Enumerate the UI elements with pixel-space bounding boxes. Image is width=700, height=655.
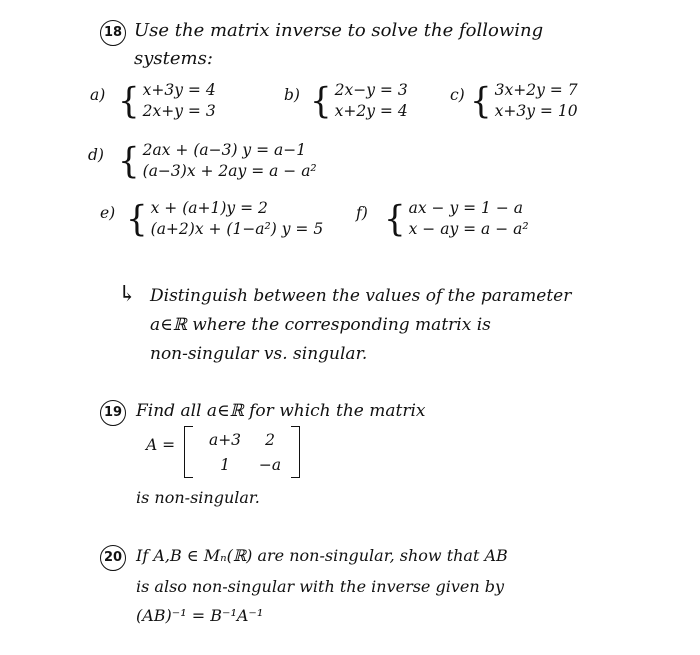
system-b-eq2: x+2y = 4 [334, 102, 408, 120]
system-e-label: e) [100, 204, 116, 222]
left-bracket [184, 426, 193, 478]
system-c [470, 80, 578, 122]
problem-20-line2: is also non-singular with the inverse given by [136, 577, 505, 596]
system-c-label: c) [450, 86, 465, 104]
matrix-cell-12: 2 [265, 430, 275, 449]
system-e [126, 198, 323, 240]
system-e-eq1: x + (a+1)y = 2 [150, 199, 268, 217]
note-line3: non-singular vs. singular. [150, 344, 368, 364]
problem-20-line1: If A,B ∈ Mₙ(ℝ) are non-singular, show that AB [136, 546, 508, 565]
problem-20-line3: (AB)⁻¹ = B⁻¹A⁻¹ [136, 606, 264, 625]
right-bracket [291, 426, 300, 478]
brace-icon: { [118, 140, 140, 182]
matrix-cell-22: −a [258, 455, 282, 474]
system-b [310, 80, 408, 122]
system-b-eq1: 2x−y = 3 [334, 81, 408, 99]
brace-icon: { [384, 198, 406, 240]
system-c-eq1: 3x+2y = 7 [494, 81, 578, 99]
system-f [384, 198, 529, 240]
system-b-label: b) [284, 86, 300, 104]
problem-19-number: 19 [100, 400, 126, 426]
arrow-icon: ↳ [118, 282, 137, 307]
system-f-label: f) [356, 204, 368, 222]
problem-19-line1: Find all a∈ℝ for which the matrix [136, 401, 426, 421]
problem-20-number: 20 [100, 545, 126, 571]
system-f-eq2: x − ay = a − a² [408, 220, 529, 238]
matrix-a [184, 426, 300, 478]
problem-18-intro-line1: Use the matrix inverse to solve the following [134, 20, 544, 41]
brace-icon: { [310, 80, 332, 122]
system-c-eq2: x+3y = 10 [494, 102, 578, 120]
system-a-label: a) [90, 86, 106, 104]
system-a-eq1: x+3y = 4 [142, 81, 216, 99]
system-d-eq1: 2ax + (a−3) y = a−1 [142, 141, 307, 159]
system-e-eq2: (a+2)x + (1−a²) y = 5 [150, 220, 324, 238]
system-a [118, 80, 216, 122]
note-line1: Distinguish between the values of the parameter [150, 286, 572, 306]
system-f-eq1: ax − y = 1 − a [408, 199, 524, 217]
brace-icon: { [118, 80, 140, 122]
matrix-label: A = [146, 436, 176, 454]
system-d-label: d) [88, 146, 104, 164]
system-d [118, 140, 317, 182]
problem-19-line3: is non-singular. [136, 488, 260, 507]
brace-icon: { [470, 80, 492, 122]
note-line2: a∈ℝ where the corresponding matrix is [150, 315, 491, 335]
problem-18-number: 18 [100, 20, 126, 46]
problem-18-intro-line2: systems: [134, 48, 213, 69]
system-a-eq2: 2x+y = 3 [142, 102, 216, 120]
matrix-cell-21: 1 [220, 455, 230, 474]
system-d-eq2: (a−3)x + 2ay = a − a² [142, 162, 317, 180]
matrix-cell-11: a+3 [208, 430, 242, 449]
brace-icon: { [126, 198, 148, 240]
